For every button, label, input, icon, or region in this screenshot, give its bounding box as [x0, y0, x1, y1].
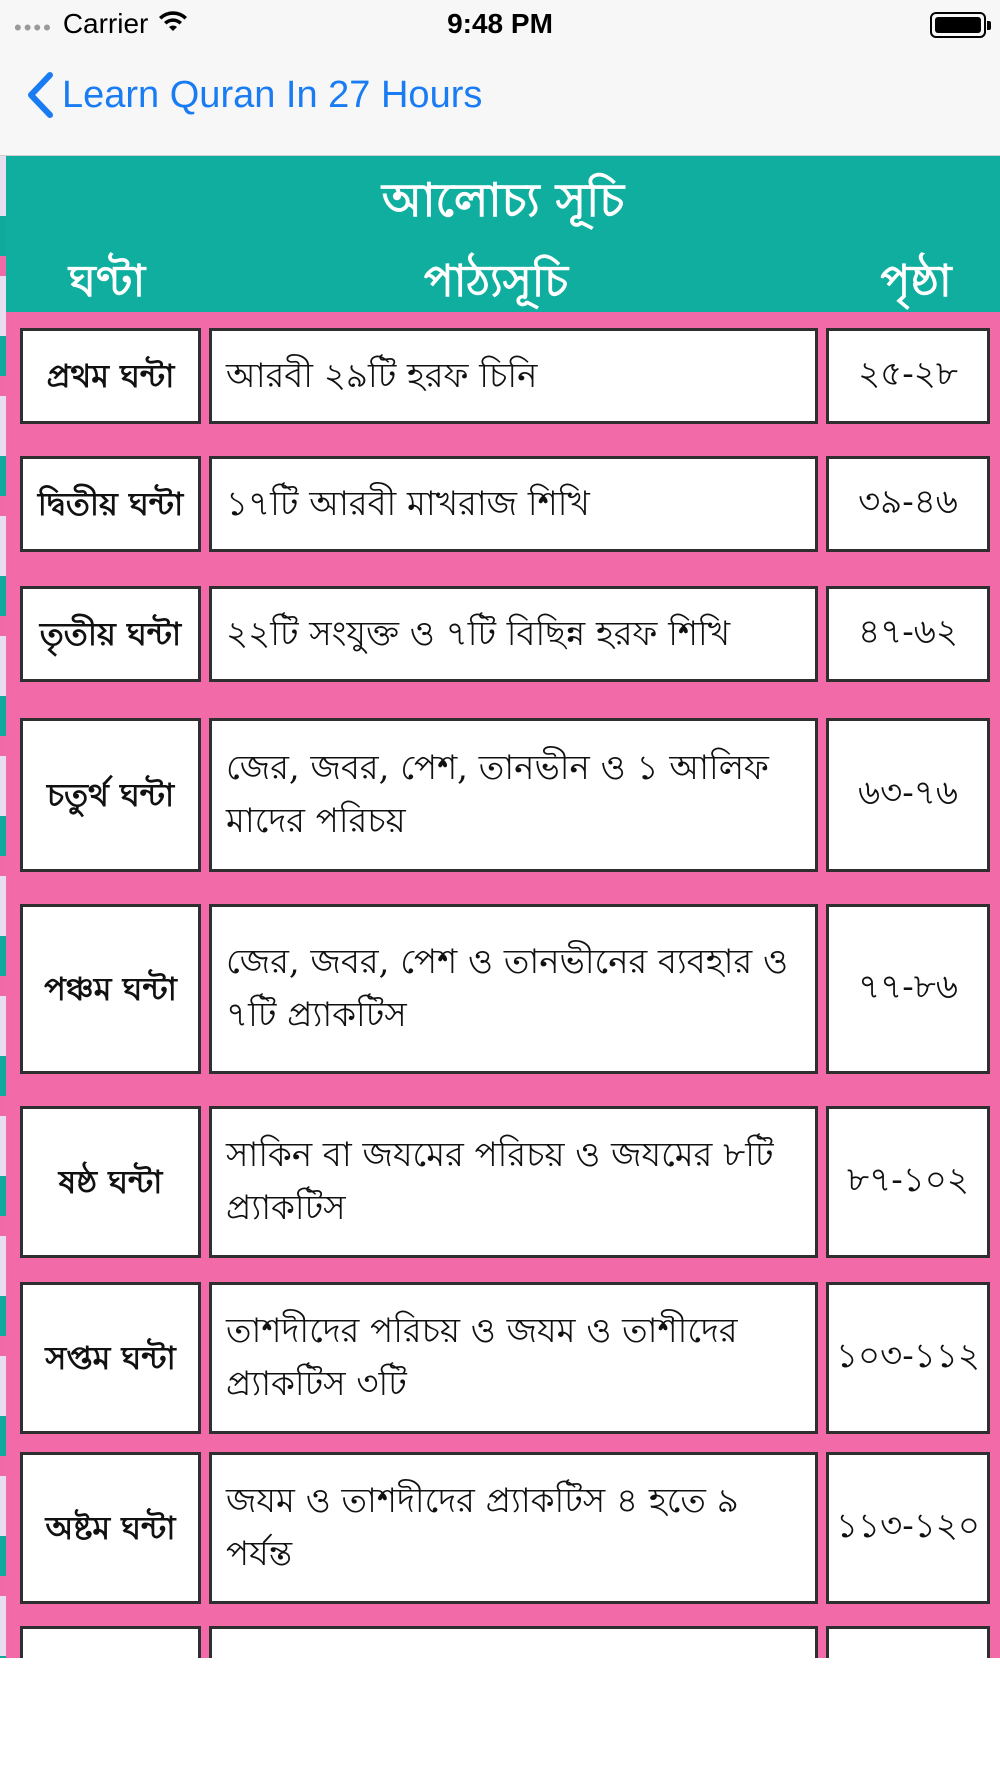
row-hour: অষ্টম ঘন্টা [20, 1452, 201, 1604]
carrier-label: Carrier [62, 8, 149, 39]
back-button-label: Learn Quran In 27 Hours [62, 73, 483, 116]
row-hour: পঞ্চম ঘন্টা [20, 904, 201, 1074]
row-topic: জের, জবর, পেশ ও তানভীনের ব্যবহার ও ৭টি প্র্যাকটিস [209, 904, 818, 1074]
row-pages: ৮৭-১০২ [826, 1106, 990, 1258]
row-pages: ৪৭-৬২ [826, 586, 990, 682]
row-hour: প্রথম ঘন্টা [20, 328, 201, 424]
row-hour: চতুর্থ ঘন্টা [20, 718, 201, 872]
table-row [6, 904, 1000, 1074]
table-row [6, 586, 1000, 682]
table-row [6, 718, 1000, 872]
table-row [6, 1106, 1000, 1258]
column-header-topic: পাঠ্যসূচি [423, 256, 569, 307]
row-topic [209, 1626, 818, 1658]
row-topic: ২২টি সংযুক্ত ও ৭টি বিছিন্ন হরফ শিখি [209, 586, 818, 682]
row-topic: জের, জবর, পেশ, তানভীন ও ১ আলিফ মাদের পরিচয় [209, 718, 818, 872]
document-scroll-view[interactable] [0, 156, 1000, 1658]
table-row [6, 1282, 1000, 1434]
row-topic: সাকিন বা জযমের পরিচয় ও জযমের ৮টি প্র্যাকটিস [209, 1106, 818, 1258]
row-topic: জযম ও তাশদীদের প্র্যাকটিস ৪ হতে ৯ পর্যন্ত [209, 1452, 818, 1604]
table-row [6, 1452, 1000, 1604]
row-hour: সপ্তম ঘন্টা [20, 1282, 201, 1434]
table-row-partial [6, 1626, 1000, 1658]
row-topic: আরবী ২৯টি হরফ চিনি [209, 328, 818, 424]
column-header-page: পৃষ্ঠা [880, 256, 952, 307]
signal-dots-icon: •••• [14, 15, 53, 40]
table-row [6, 328, 1000, 424]
column-header-hour: ঘণ্টা [68, 256, 146, 307]
status-bar [0, 0, 1000, 50]
row-topic: ১৭টি আরবী মাখরাজ শিখি [209, 456, 818, 552]
table-row [6, 456, 1000, 552]
back-button[interactable] [26, 72, 482, 118]
row-pages: ২৫-২৮ [826, 328, 990, 424]
battery-icon [930, 12, 986, 38]
row-hour: তৃতীয় ঘন্টা [20, 586, 201, 682]
row-pages: ১০৩-১১২ [826, 1282, 990, 1434]
row-hour: দ্বিতীয় ঘন্টা [20, 456, 201, 552]
contents-page-image [6, 156, 1000, 1658]
row-hour [20, 1626, 201, 1658]
row-pages: ৩৯-৪৬ [826, 456, 990, 552]
row-topic: তাশদীদের পরিচয় ও জযম ও তাশীদের প্র্যাকটিস ৩টি [209, 1282, 818, 1434]
status-time: 9:48 PM [447, 8, 553, 39]
row-pages: ১১৩-১২০ [826, 1452, 990, 1604]
row-pages: ৭৭-৮৬ [826, 904, 990, 1074]
navigation-bar [0, 50, 1000, 156]
chevron-left-icon [26, 72, 54, 118]
row-pages: ৬৩-৭৬ [826, 718, 990, 872]
contents-title: আলোচ্য সূচি [381, 173, 625, 227]
contents-header [6, 156, 1000, 312]
row-pages [826, 1626, 990, 1658]
row-hour: ষষ্ঠ ঘন্টা [20, 1106, 201, 1258]
